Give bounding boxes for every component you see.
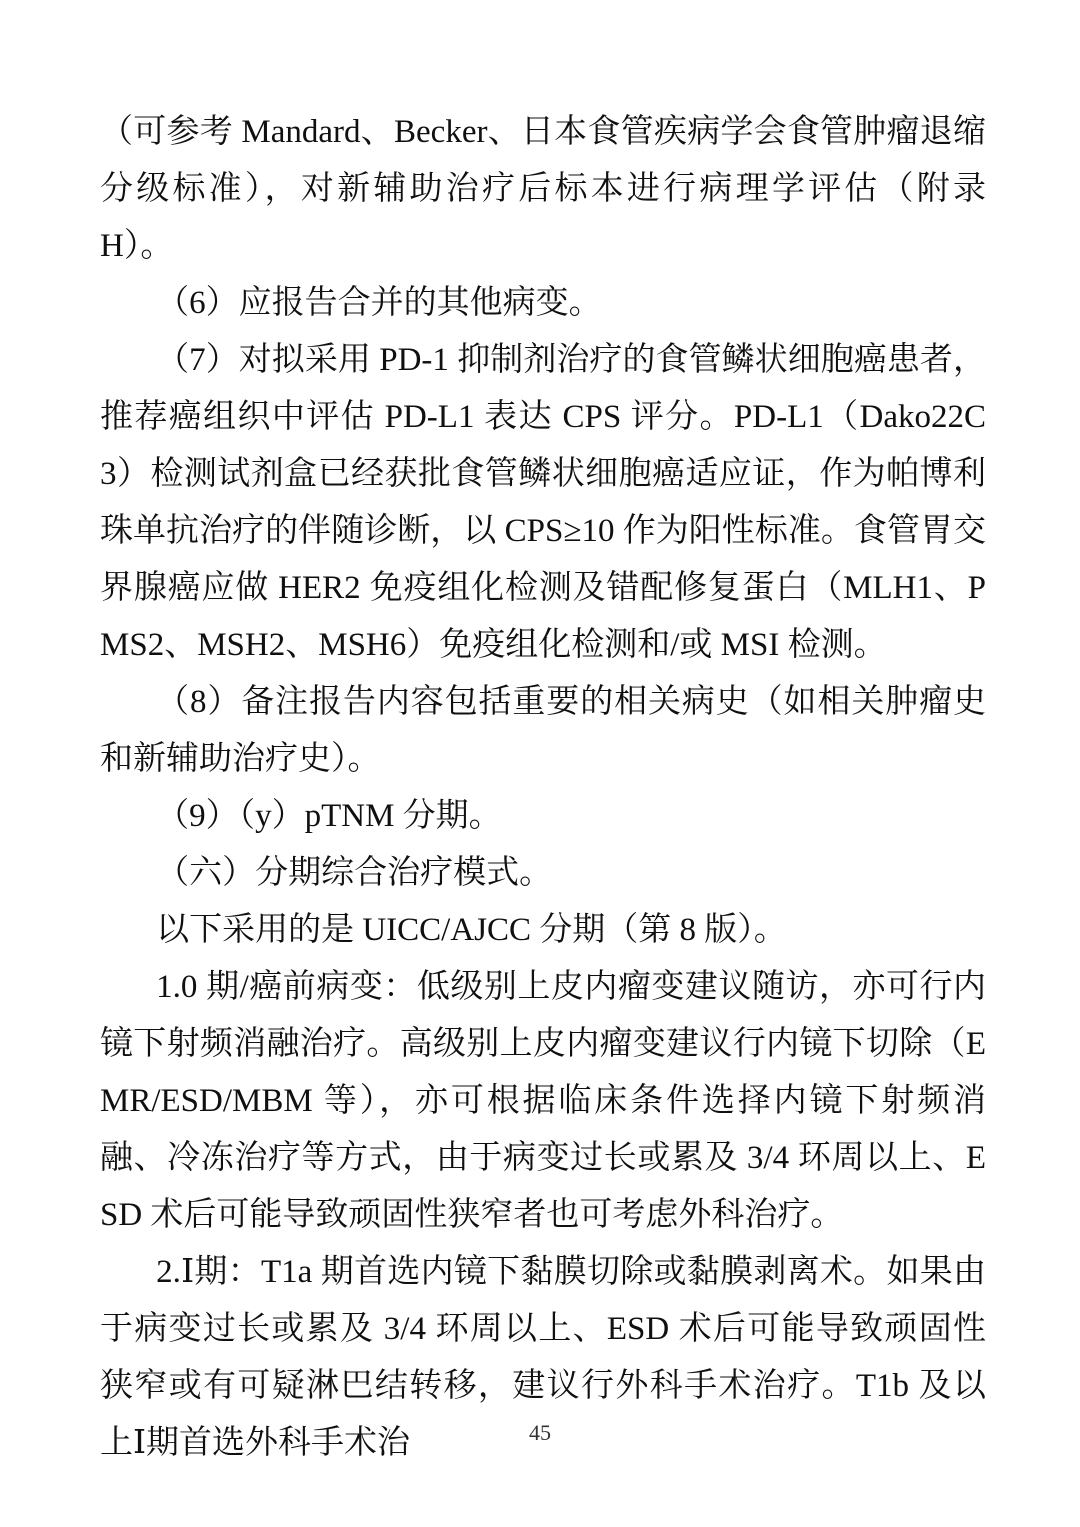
paragraph: （6）应报告合并的其他病变。 [156,285,602,321]
paragraph: （7）对拟采用 PD-1 抑制剂治疗的食管鳞状细胞癌患者，推荐癌组织中评估 PD-L1 表达 CPS 评分。PD-L1（Dako22C3）检测试剂盒已经获批食管鳞状细胞癌适应证，作为帕博利珠单抗治疗的伴随诊断，以 CPS≥10 作为阳性标准。食管胃交界腺癌应做 HER2 免疫组化检测及错配修复蛋白（MLH1、PMS2、MSH2、MSH6）免疫组化检测和/或 MSI 检测。 [100,342,986,663]
text-content [100,104,986,1472]
paragraph: （六）分期综合治疗模式。 [156,855,553,891]
paragraph: 1.0 期/癌前病变：低级别上皮内瘤变建议随访，亦可行内镜下射频消融治疗。高级别上皮内瘤变建议行内镜下切除（EMR/ESD/MBM 等），亦可根据临床条件选择内镜下射频消融、冷冻治疗等方式，由于病变过长或累及 3/4 环周以上、ESD 术后可能导致顽固性狭窄者也可考虑外科治疗。 [100,969,986,1233]
page-number: 45 [529,1420,551,1445]
paragraph: （9）（y）pTNM 分期。 [156,798,502,834]
paragraph: （可参考 Mandard、Becker、日本食管疾病学会食管肿瘤退缩分级标准），对新辅助治疗后标本进行病理学评估（附录 H）。 [100,114,986,264]
paragraph: （8）备注报告内容包括重要的相关病史（如相关肿瘤史和新辅助治疗史）。 [100,684,986,777]
paragraph: 以下采用的是 UICC/AJCC 分期（第 8 版）。 [156,912,787,948]
paragraph: 2.Ⅰ期：T1a 期首选内镜下黏膜切除或黏膜剥离术。如果由于病变过长或累及 3/4 环周以上、ESD 术后可能导致顽固性狭窄或有可疑淋巴结转移，建议行外科手术治疗。T1b 及以上Ⅰ期首选外科手术治 [100,1254,986,1461]
